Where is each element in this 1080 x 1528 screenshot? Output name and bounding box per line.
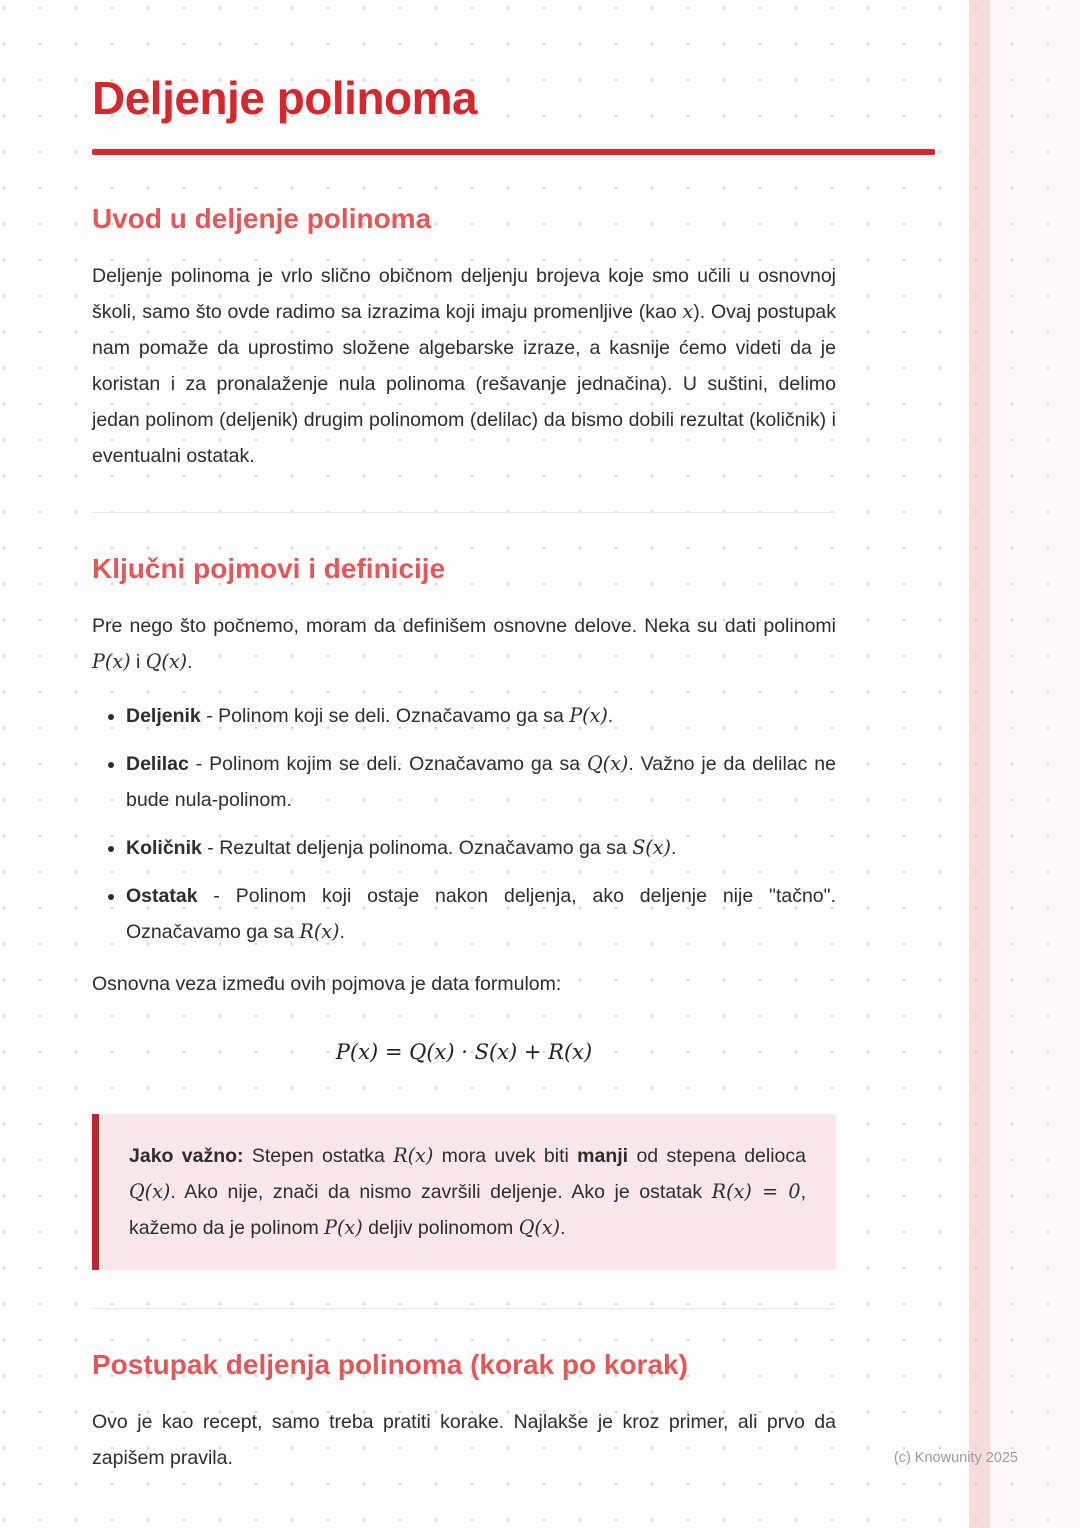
polynomial-division-formula: P(x) = Q(x) · S(x) + R(x) bbox=[335, 1039, 593, 1064]
term-text: - Polinom koji se deli. Označavamo ga sa bbox=[200, 704, 570, 727]
page-right-tint bbox=[990, 0, 1080, 1528]
page-title: Deljenje polinoma bbox=[92, 72, 478, 124]
term-label: Delilac bbox=[126, 752, 189, 775]
term-label: Količnik bbox=[126, 836, 202, 859]
term-text: - Rezultat deljenja polinoma. Označavamo ga sa bbox=[201, 836, 633, 859]
term-text: - Polinom kojim se deli. Označavamo ga sa bbox=[188, 752, 587, 775]
important-callout bbox=[92, 1114, 836, 1270]
body-text: Stepen ostatka bbox=[243, 1144, 394, 1167]
list-item-kolicnik bbox=[126, 830, 836, 866]
math-inline: R(x) bbox=[393, 1143, 434, 1167]
page-content bbox=[92, 0, 836, 1476]
math-inline: Q(x) bbox=[587, 751, 629, 775]
terms-list bbox=[92, 698, 836, 950]
emphasis-word: manji bbox=[577, 1144, 629, 1167]
body-text: . bbox=[187, 650, 193, 673]
list-item-deljenik bbox=[126, 698, 836, 734]
section-procedure bbox=[92, 1347, 836, 1476]
math-inline: R(x) bbox=[299, 919, 340, 943]
intro-paragraph bbox=[92, 258, 836, 474]
list-item-ostatak bbox=[126, 878, 836, 950]
math-inline: Q(x) bbox=[129, 1179, 171, 1203]
section-heading-procedure: Postupak deljenja polinoma (korak po korak) bbox=[92, 1348, 688, 1380]
body-text: i bbox=[130, 650, 146, 673]
body-text: deljiv polinomom bbox=[362, 1216, 519, 1239]
copyright: (c) Knowunity 2025 bbox=[893, 1450, 1018, 1466]
callout-label: Jako važno: bbox=[129, 1144, 244, 1167]
term-text: . Važno je da delilac ne bude nula-polinom. bbox=[126, 752, 836, 811]
body-text: Deljenje polinoma je vrlo slično običnom deljenju brojeva koje smo učili u osnovnoj školi, samo što ovde radimo sa izrazima koji imaju promenljive (kao bbox=[92, 264, 836, 323]
page-margin-stripe bbox=[969, 0, 990, 1528]
math-inline: x bbox=[682, 299, 694, 323]
math-inline: S(x) bbox=[632, 835, 671, 859]
body-text: od stepena delioca bbox=[628, 1144, 806, 1167]
body-text: ). Ovaj postupak nam pomaže da uprostimo složene algebarske izraze, a kasnije ćemo videti da je koristan i za pronalaženje nula polinoma (rešavanje jednačina). U suštini, delimo jedan polinom (deljenik) drugim polinomom (delilac) da bismo dobili rezultat (količnik) i eventualni ostatak. bbox=[92, 300, 837, 467]
section-key-terms bbox=[92, 551, 836, 1064]
section-heading-key-terms: Ključni pojmovi i definicije bbox=[92, 552, 446, 584]
term-text: . bbox=[670, 836, 677, 859]
body-text: Pre nego što počnemo, moram da definišem osnovne delove. Neka su dati polinomi bbox=[92, 614, 836, 637]
math-inline: P(x) bbox=[569, 703, 608, 727]
math-inline: P(x) bbox=[92, 649, 131, 673]
math-inline: Q(x) bbox=[145, 649, 188, 673]
key-terms-intro bbox=[92, 608, 836, 680]
body-text: . Ako nije, znači da nismo završili deljenje. Ako je ostatak bbox=[170, 1180, 712, 1203]
term-label: Deljenik bbox=[126, 704, 201, 727]
list-item-delilac bbox=[126, 746, 836, 818]
section-divider bbox=[92, 512, 836, 513]
math-inline: R(x) = 0 bbox=[711, 1179, 801, 1203]
term-text: . bbox=[339, 920, 345, 943]
callout-text bbox=[129, 1138, 806, 1246]
title-divider bbox=[92, 149, 935, 155]
body-text: mora uvek biti bbox=[433, 1144, 578, 1167]
term-text: - Polinom koji ostaje nakon deljenja, ako deljenje nije "tačno". Označavamo ga sa bbox=[126, 884, 836, 943]
term-text: . bbox=[607, 704, 614, 727]
math-inline: P(x) bbox=[324, 1215, 363, 1239]
math-inline: Q(x) bbox=[518, 1215, 561, 1239]
body-text: . bbox=[560, 1216, 566, 1239]
section-heading-intro: Uvod u deljenje polinoma bbox=[92, 202, 432, 234]
procedure-paragraph: Ovo je kao recept, samo treba pratiti korake. Najlakše je kroz primer, ali prvo da zapišem pravila. bbox=[92, 1410, 836, 1469]
section-divider bbox=[92, 1308, 836, 1309]
section-intro bbox=[92, 201, 836, 474]
formula-intro: Osnovna veza između ovih pojmova je data formulom: bbox=[92, 972, 562, 995]
term-label: Ostatak bbox=[126, 884, 198, 907]
body-text: , kažemo da je polinom bbox=[129, 1180, 806, 1239]
